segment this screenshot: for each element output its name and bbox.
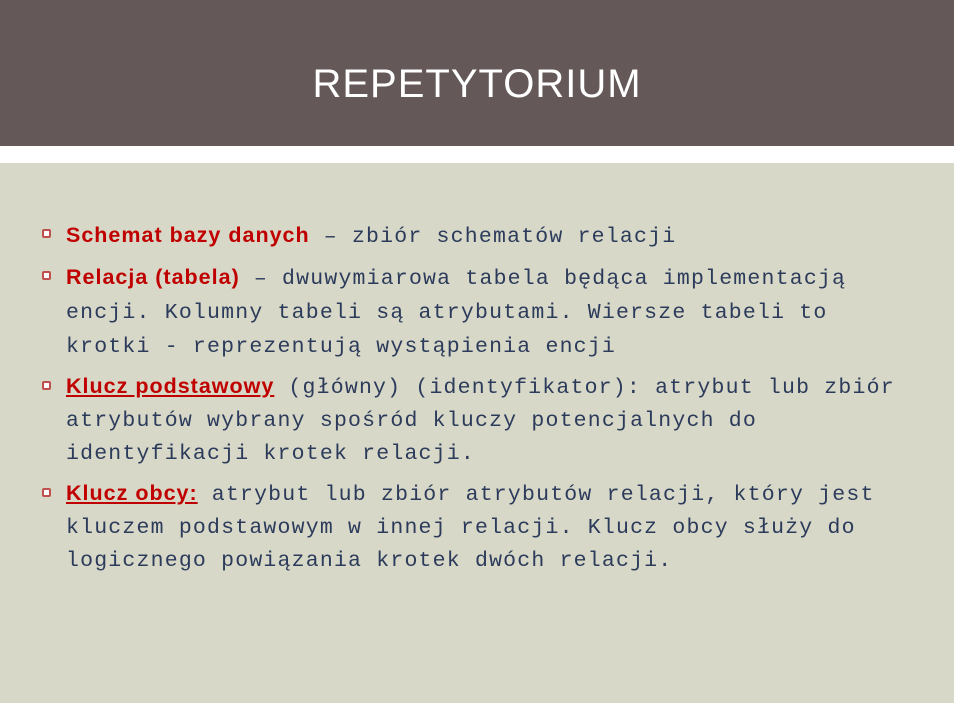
square-bullet-icon (42, 229, 51, 238)
definition-schemat: – zbiór schematów relacji (309, 225, 677, 249)
bullet-item-schemat (40, 218, 920, 254)
bullet-list (40, 218, 920, 584)
term-klucz-obcy: Klucz obcy: (66, 481, 198, 505)
content-area (0, 163, 954, 703)
square-bullet-icon (42, 271, 51, 280)
definition-klucz-podstawowy: (główny) (identyfikator): atrybut lub zbiór atrybutów wybrany spośród kluczy potencjalnych do identyfikacji krotek relacji. (66, 376, 895, 466)
term-schemat: Schemat bazy danych (66, 223, 310, 247)
definition-relacja: – dwuwymiarowa tabela będąca implementacją encji. Kolumny tabeli są atrybutami. Wiersze tabeli to krotki - reprezentują wystąpienia encji (66, 267, 847, 359)
bullet-item-klucz-obcy (40, 477, 920, 578)
term-relacja: Relacja (tabela) (66, 265, 240, 289)
definition-klucz-obcy: atrybut lub zbiór atrybutów relacji, który jest kluczem podstawowym w innej relacji. Klucz obcy służy do logicznego powiązania krotek dwóch relacji. (66, 483, 875, 573)
slide-title: REPETYTORIUM (312, 62, 642, 106)
title-bar (0, 0, 954, 146)
bullet-item-relacja (40, 260, 920, 364)
square-bullet-icon (42, 488, 51, 497)
bullet-item-klucz-podstawowy (40, 370, 920, 471)
square-bullet-icon (42, 381, 51, 390)
term-klucz-podstawowy: Klucz podstawowy (66, 374, 275, 398)
